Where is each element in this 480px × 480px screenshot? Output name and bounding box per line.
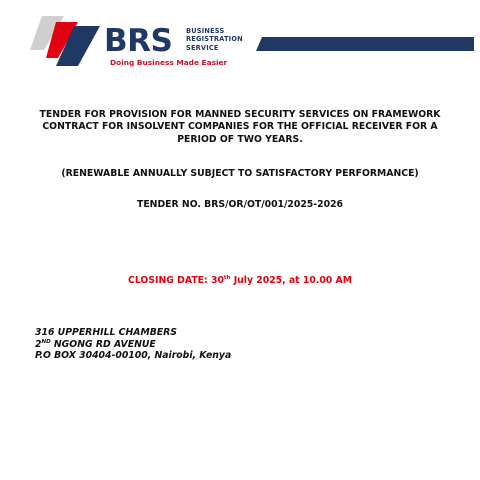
tender-number: TENDER NO. BRS/OR/OT/001/2025-2026 (136, 199, 344, 210)
header-decorative-bar (256, 37, 474, 51)
closing-date-suffix: July 2025, at 10.00 AM (230, 275, 352, 286)
address-block (35, 327, 231, 362)
brs-full-name (186, 27, 243, 52)
closing-date-prefix: CLOSING DATE: 30 (128, 275, 224, 286)
brs-logo-mark (30, 16, 100, 66)
closing-date-ordinal: th (223, 275, 231, 281)
closing-date (30, 275, 450, 286)
address-road-ordinal: ND (41, 338, 51, 345)
brs-wordmark: BRS (104, 23, 173, 59)
address-line-pobox: P.O BOX 30404-00100, Nairobi, Kenya (35, 350, 232, 361)
address-road-number: 2 (35, 338, 42, 350)
renewable-note: (RENEWABLE ANNUALLY SUBJECT TO SATISFACTORY PERFORMANCE) (61, 168, 419, 179)
brand-tagline: Doing Business Made Easier (110, 58, 228, 67)
brand-line-registration: REGISTRATION (186, 35, 243, 44)
address-line-chambers: 316 UPPERHILL CHAMBERS (35, 327, 177, 338)
address-road-name: NGONG RD AVENUE (50, 338, 156, 350)
tender-title: TENDER FOR PROVISION FOR MANNED SECURITY SERVICES ON FRAMEWORK CONTRACT FOR INSOLVENT COMPANIES FOR THE OFFICIAL RECEIVER FOR A PERIOD OF TWO YEARS. (39, 109, 441, 145)
address-line-road (35, 339, 231, 351)
brand-line-business: BUSINESS (186, 27, 225, 35)
brand-line-service: SERVICE (186, 43, 219, 52)
